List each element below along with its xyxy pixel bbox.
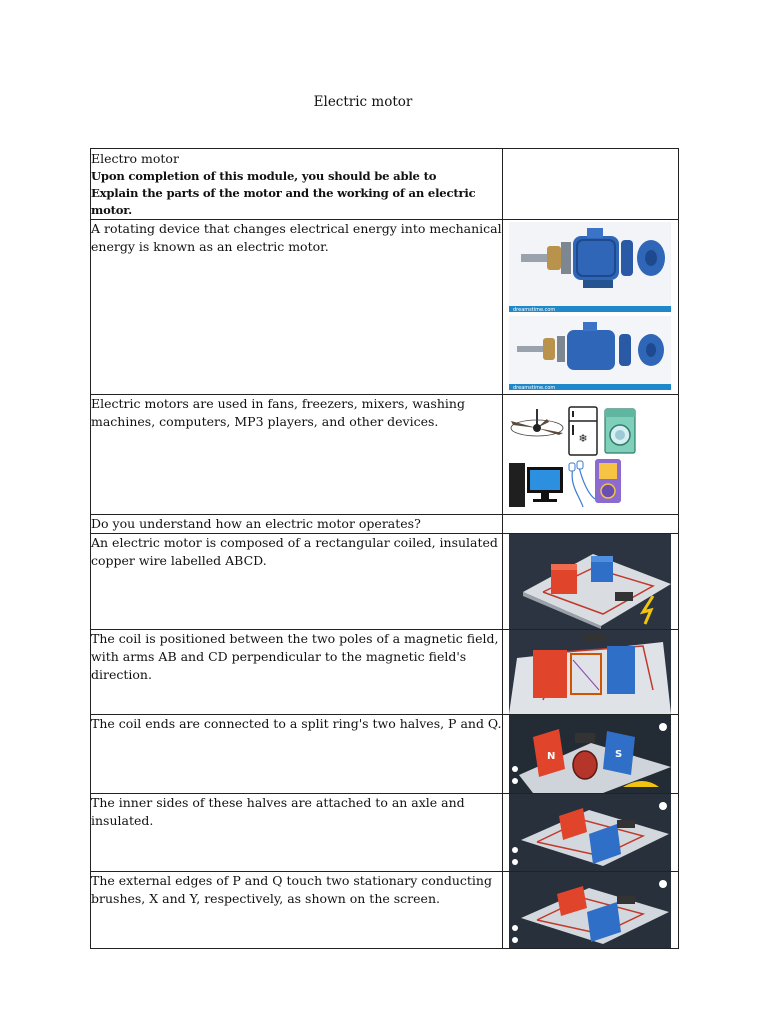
north-pole-label: N [547, 751, 556, 762]
axle-row [91, 794, 679, 872]
south-pole-label: S [615, 749, 623, 760]
axle-text: The inner sides of these halves are attached to an axle and insulated. [91, 794, 503, 872]
poles-row [91, 630, 679, 715]
split-ring-text: The coil ends are connected to a split ring's two halves, P and Q. [91, 715, 503, 794]
appliances-illustration [503, 395, 679, 514]
computer-icon [509, 463, 563, 507]
svg-text:❄: ❄ [578, 432, 588, 445]
sim-cell-4 [503, 794, 679, 872]
motor-simulation-view-1 [503, 534, 679, 629]
intro-row [91, 149, 679, 220]
definition-text: A rotating device that changes electrical energy into mechanical energy is known as an electric motor. [91, 220, 503, 395]
reset-icon-2[interactable] [512, 847, 518, 853]
home-icon-2[interactable] [512, 859, 518, 865]
module-heading: Electro motor [91, 151, 179, 166]
exploded-motor-illustration [503, 220, 679, 394]
freezer-icon [569, 407, 597, 455]
info-icon-2[interactable] [659, 802, 667, 810]
poles-text: The coil is positioned between the two poles of a magnetic field, with arms AB and CD perpendicular to the magnetic field's direction. [91, 630, 503, 715]
motor-simulation-view-2 [503, 630, 679, 714]
split-ring-row [91, 715, 679, 794]
intro-cell [91, 149, 503, 220]
uses-row [91, 395, 679, 515]
lesson-table [90, 148, 679, 949]
reset-icon[interactable] [512, 766, 518, 772]
info-icon-3[interactable] [659, 880, 667, 888]
question-empty-cell [503, 515, 679, 534]
document-title: Electric motor [313, 94, 413, 110]
objective-line-2: Explain the parts of the motor and the working of an electric motor. [91, 186, 476, 217]
coil-row [91, 534, 679, 630]
motor-simulation-view-3 [503, 715, 679, 793]
home-icon[interactable] [512, 778, 518, 784]
sim-cell-1 [503, 534, 679, 630]
info-icon[interactable] [659, 723, 667, 731]
motor-simulation-view-5 [503, 872, 679, 948]
appliances-cell [503, 395, 679, 515]
motor-caption-1: dreamstime.com [513, 307, 556, 313]
motor-simulation-view-4 [503, 794, 679, 871]
ceiling-fan-icon [511, 409, 563, 436]
motor-caption-2: dreamstime.com [513, 385, 556, 391]
definition-row [91, 220, 679, 395]
washing-machine-icon [605, 409, 635, 453]
question-text: Do you understand how an electric motor operates? [91, 515, 503, 534]
sim-cell-3 [503, 715, 679, 794]
brushes-text: The external edges of P and Q touch two stationary conducting brushes, X and Y, respectively, as shown on the screen. [91, 872, 503, 949]
objective-line-1: Upon completion of this module, you should be able to [91, 169, 437, 183]
uses-text: Electric motors are used in fans, freezers, mixers, washing machines, computers, MP3 players, and other devices. [91, 395, 503, 515]
motor-images-cell [503, 220, 679, 395]
mp3-player-icon [569, 459, 621, 507]
sim-cell-2 [503, 630, 679, 715]
intro-empty-cell [503, 149, 679, 220]
brushes-row [91, 872, 679, 949]
sim-cell-5 [503, 872, 679, 949]
coil-text: An electric motor is composed of a rectangular coiled, insulated copper wire labelled ABCD. [91, 534, 503, 630]
home-icon-3[interactable] [512, 937, 518, 943]
reset-icon-3[interactable] [512, 925, 518, 931]
question-row [91, 515, 679, 534]
